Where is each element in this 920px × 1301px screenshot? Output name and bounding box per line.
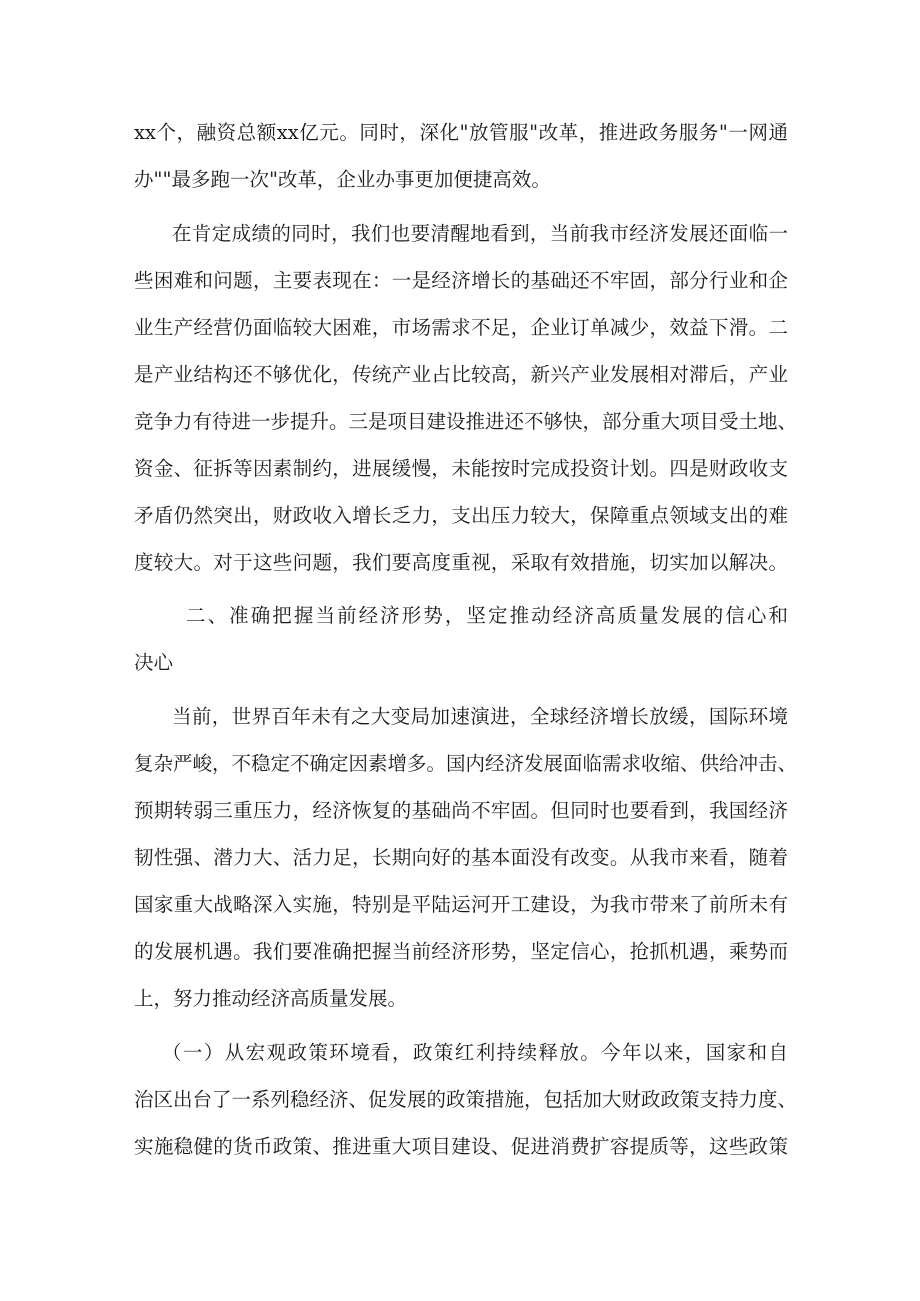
text-line: 是产业结构还不够优化，传统产业占比较高，新兴产业发展相对滞后，产业 (134, 363, 788, 386)
text-line: 度较大。对于这些问题，我们要高度重视，采取有效措施，切实加以解决。 (134, 551, 788, 574)
text-line: 在肯定成绩的同时，我们也要清醒地看到，当前我市经济发展还面临一 (172, 222, 788, 245)
heading-line: 决心 (134, 651, 174, 674)
heading-line: 二、准确把握当前经济形势，坚定推动经济高质量发展的信心和 (186, 604, 788, 627)
text-line: 治区出台了一系列稳经济、促发展的政策措施，包括加大财政政策支持力度、 (134, 1088, 798, 1111)
text-line: 当前，世界百年未有之大变局加速演进，全球经济增长放缓，国际环境 (172, 705, 788, 728)
text-line: 矛盾仍然突出，财政收入增长乏力，支出压力较大，保障重点领域支出的难 (134, 504, 788, 527)
text-line: 实施稳健的货币政策、推进重大项目建设、促进消费扩容提质等，这些政策 (134, 1135, 788, 1158)
text-line: （一）从宏观政策环境看，政策红利持续释放。今年以来，国家和自 (162, 1041, 788, 1064)
text-line: 业生产经营仍面临较大困难，市场需求不足，企业订单减少，效益下滑。二 (134, 316, 788, 339)
text-line: xx个，融资总额xx亿元。同时，深化"放管服"改革，推进政务服务"一网通 (134, 121, 788, 144)
text-line: 复杂严峻，不稳定不确定因素增多。国内经济发展面临需求收缩、供给冲击、 (134, 752, 798, 775)
text-line: 些困难和问题，主要表现在：一是经济增长的基础还不牢固，部分行业和企 (134, 269, 788, 292)
text-line: 国家重大战略深入实施，特别是平陆运河开工建设，为我市带来了前所未有 (134, 893, 788, 916)
text-line: 资金、征拆等因素制约，进展缓慢，未能按时完成投资计划。四是财政收支 (134, 457, 788, 480)
text-line: 韧性强、潜力大、活力足，长期向好的基本面没有改变。从我市来看，随着 (134, 846, 788, 869)
text-line: 预期转弱三重压力，经济恢复的基础尚不牢固。但同时也要看到，我国经济 (134, 799, 788, 822)
text-line: 办""最多跑一次"改革，企业办事更加便捷高效。 (134, 168, 551, 191)
text-line: 竞争力有待进一步提升。三是项目建设推进还不够快，部分重大项目受土地、 (134, 410, 798, 433)
text-line: 上，努力推动经济高质量发展。 (134, 987, 408, 1010)
text-line: 的发展机遇。我们要准确把握当前经济形势，坚定信心，抢抓机遇，乘势而 (134, 940, 788, 963)
